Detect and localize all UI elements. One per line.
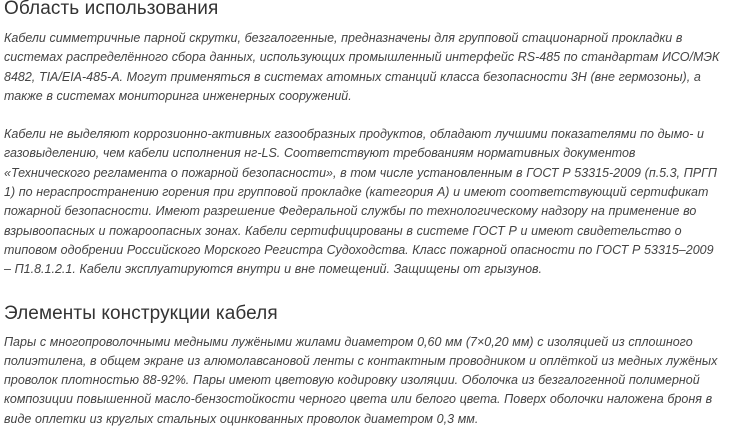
paragraph-usage-1: Кабели симметричные парной скрутки, безгалогенные, предназначены для групповой стационарной прокладки в системах распределённого сбора данных, использующих промышленный интерфейс RS-485 по стандартам ИСО/МЭК 8482, TIA/EIA-485-A. Могут применяться в системах атомных станций класса безопасности 3Н (вне гермозоны), а также в системах мониторинга инженерных сооружений. <box>4 31 720 103</box>
paragraph-usage-2: Кабели не выделяют коррозионно-активных газообразных продуктов, обладают лучшими показателями по дымо- и газовыделению, чем кабели исполнения нг-LS. Соответствуют требованиям нормативных документов «Технического регламента о пожарной безопасности», в том числе установленным в ГОСТ Р 53315-2009 (п.5.3, ПРГП 1) по нераспространению горения при групповой прокладке (категория А) и имеют соответствующий сертификат пожарной безопасности. Имеют разрешение Федеральной службы по технологическому надзору на применение во взрывоопасных и пожароопасных зонах. Кабели сертифицированы в системе ГОСТ Р и имеют свидетельство о типовом одобрении Российского Морского Регистра Судоходства. Класс пожарной опасности по ГОСТ Р 53315–2009 – П1.8.1.2.1. Кабели эксплуатируются внутри и вне помещений. Защищены от грызунов. <box>4 127 717 277</box>
section-heading-usage: Область использования <box>4 0 219 19</box>
section-heading-construction: Элементы конструкции кабеля <box>4 302 278 324</box>
paragraph-construction-1: Пары с многопроволочными медными лужёными жилами диаметром 0,60 мм (7×0,20 мм) с изоляцией из сплошного полиэтилена, в общем экране из алюмолавсановой ленты с контактным проводником и оплёткой из медных лужёных проволок плотностью 88-92%. Пары имеют цветовую кодировку изоляции. Оболочка из безгалогенной полимерной композиции повышенной масло-бензостойкости черного цвета или белого цвета. Поверх оболочки наложена броня в виде оплетки из круглых стальных оцинкованных проволок диаметром 0,3 мм. <box>4 334 718 426</box>
